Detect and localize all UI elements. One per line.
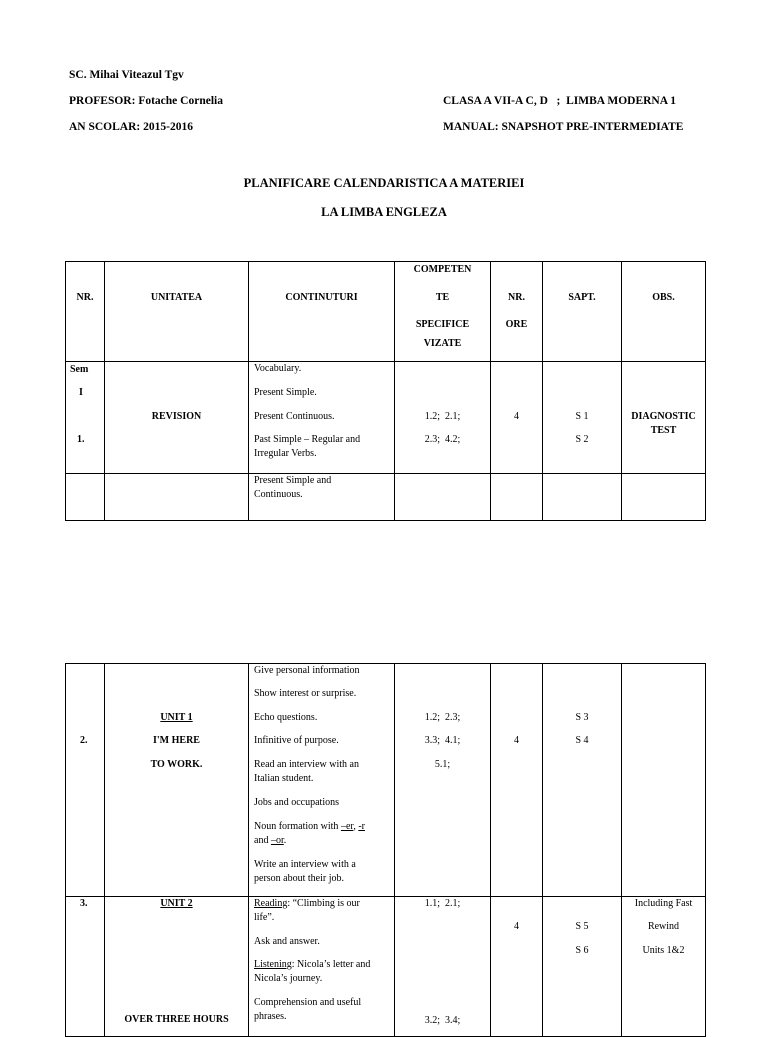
content-item: Irregular Verbs. <box>254 448 317 459</box>
content-item: Vocabulary. <box>254 363 302 374</box>
school-name: SC. Mihai Viteazul Tgv <box>69 69 184 81</box>
week-label: S 3 <box>575 712 589 723</box>
document-subtitle: LA LIMBA ENGLEZA <box>321 205 447 219</box>
competence-list: 3.3; 4.1; <box>424 735 461 746</box>
content-item: Nicola’s journey. <box>254 973 323 984</box>
content-item: Write an interview with a <box>254 859 356 870</box>
col-header-nr: NR. <box>66 262 105 362</box>
competence-list: 5.1; <box>434 759 451 770</box>
content-item: and –or. <box>254 835 287 846</box>
planning-table-continued <box>65 663 706 1037</box>
content-item: Ask and answer. <box>254 936 320 947</box>
week-label: S 5 <box>575 921 589 932</box>
planning-table <box>65 261 706 521</box>
semester-label: Sem <box>70 364 89 375</box>
semester-number: I <box>79 387 83 398</box>
unit-name: TO WORK. <box>150 759 203 770</box>
content-item: life”. <box>254 912 275 923</box>
content-item: Continuous. <box>254 489 303 500</box>
document-title: PLANIFICARE CALENDARISTICA A MATERIEI <box>243 176 525 190</box>
content-item: Give personal information <box>254 665 360 676</box>
observation: Rewind <box>647 921 680 932</box>
competence-list: 3.2; 3.4; <box>424 1015 461 1026</box>
manual-info: MANUAL: SNAPSHOT PRE-INTERMEDIATE <box>443 121 684 133</box>
content-item: Comprehension and useful <box>254 997 362 1008</box>
row-number: 1. <box>77 434 85 445</box>
table-row <box>66 897 706 1037</box>
col-header-obs: OBS. <box>622 262 706 362</box>
competence-list: 1.1; 2.1; <box>424 898 461 909</box>
content-item: Infinitive of purpose. <box>254 735 339 746</box>
unit-label: UNIT 2 <box>160 898 193 909</box>
table-header-row <box>66 262 706 362</box>
content-item: Listening: Nicola’s letter and <box>254 959 371 970</box>
content-item: Read an interview with an <box>254 759 359 770</box>
col-header-ore: NR. ORE <box>491 262 543 362</box>
content-item: Echo questions. <box>254 712 318 723</box>
unit-label: UNIT 1 <box>160 712 193 723</box>
hours-count: 4 <box>514 921 519 932</box>
unit-name: OVER THREE HOURS <box>124 1014 229 1025</box>
table-row <box>66 474 706 521</box>
table-row <box>66 664 706 897</box>
teacher-name: PROFESOR: Fotache Cornelia <box>69 95 223 107</box>
content-item: Present Simple and <box>254 475 332 486</box>
content-item: Present Simple. <box>254 387 317 398</box>
observation: Units 1&2 <box>642 945 685 956</box>
school-year: AN SCOLAR: 2015-2016 <box>69 121 193 133</box>
week-label: S 6 <box>575 945 589 956</box>
content-item: person about their job. <box>254 873 344 884</box>
content-item: Noun formation with –er, -r <box>254 821 365 832</box>
col-header-continuturi: CONTINUTURI <box>249 262 395 362</box>
week-label: S 4 <box>575 735 589 746</box>
competence-list: 1.2; 2.1; <box>424 411 461 422</box>
content-item: Jobs and occupations <box>254 797 339 808</box>
content-item: Present Continuous. <box>254 411 335 422</box>
row-number: 3. <box>80 898 88 909</box>
competence-list: 1.2; 2.3; <box>424 712 461 723</box>
row-number: 2. <box>80 735 88 746</box>
col-header-unitatea: UNITATEA <box>105 262 249 362</box>
col-header-sapt: SAPT. <box>543 262 622 362</box>
content-item: phrases. <box>254 1011 287 1022</box>
observation: Including Fast <box>634 898 693 909</box>
week-label: S 2 <box>575 434 589 445</box>
unit-name: REVISION <box>151 411 202 422</box>
hours-count: 4 <box>514 411 519 422</box>
observation: TEST <box>650 425 677 436</box>
week-label: S 1 <box>575 411 589 422</box>
content-item: Italian student. <box>254 773 314 784</box>
observation: DIAGNOSTIC <box>631 411 696 422</box>
content-item: Reading: “Climbing is our <box>254 898 360 909</box>
table-row <box>66 362 706 474</box>
col-header-competente: COMPETEN TE SPECIFICE VIZATE <box>395 262 491 362</box>
class-info: CLASA A VII-A C, D ; LIMBA MODERNA 1 <box>443 95 677 107</box>
hours-count: 4 <box>514 735 519 746</box>
content-item: Past Simple – Regular and <box>254 434 361 445</box>
content-item: Show interest or surprise. <box>254 688 357 699</box>
unit-name: I'M HERE <box>153 735 200 746</box>
competence-list: 2.3; 4.2; <box>424 434 461 445</box>
